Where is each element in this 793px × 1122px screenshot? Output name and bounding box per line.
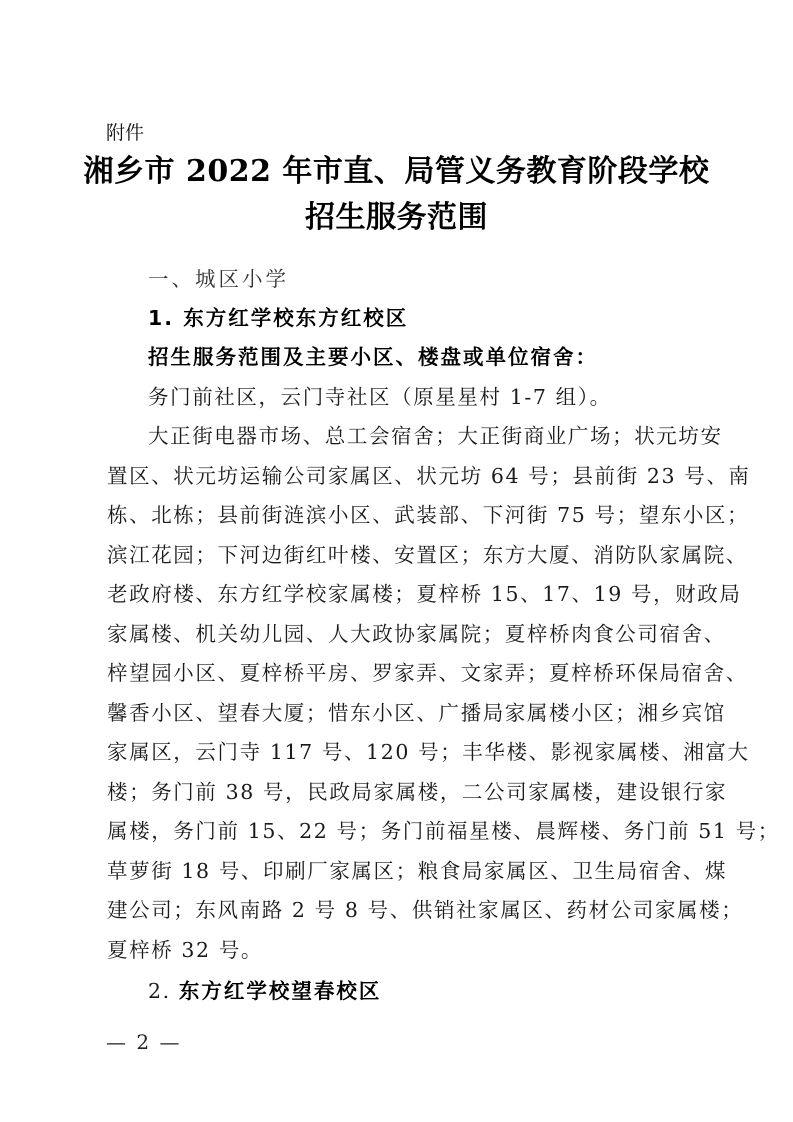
paragraph-2-line: 建公司；东风南路 2 号 8 号、供销社家属区、药材公司家属楼； — [107, 898, 744, 922]
paragraph-2-line: 梓望园小区、夏梓桥平房、罗家弄、文家弄；夏梓桥环保局宿舍、 — [107, 661, 748, 685]
paragraph-2-line: 草萝街 18 号、印刷厂家属区；粮食局家属区、卫生局宿舍、煤 — [107, 859, 728, 883]
paragraph-2-line: 楼；务门前 38 号，民政局家属楼，二公司家属楼，建设银行家 — [107, 780, 728, 804]
paragraph-2-line: 置区、状元坊运输公司家属区、状元坊 64 号；县前街 23 号、南 — [107, 464, 751, 488]
document-title-line-2: 招生服务范围 — [305, 200, 488, 235]
scope-label: 招生服务范围及主要小区、楼盘或单位宿舍： — [148, 345, 598, 369]
paragraph-2-line: 馨香小区、望春大厦；惜东小区、广播局家属楼小区；湘乡宾馆 — [107, 701, 726, 725]
paragraph-1: 务门前社区，云门寺社区（原星星村 1-7 组）。 — [148, 385, 612, 409]
school-2-name: 东方红学校望春校区 — [178, 979, 382, 1003]
attachment-label: 附件 — [106, 122, 145, 144]
paragraph-2-line: 家属区，云门寺 117 号、120 号；丰华楼、影视家属楼、湘富大 — [107, 740, 750, 764]
paragraph-2-line: 栋、北栋；县前街涟滨小区、武装部、下河街 75 号；望东小区； — [107, 503, 750, 527]
paragraph-2-line: 家属楼、机关幼儿园、人大政协家属院；夏梓桥肉食公司宿舍、 — [107, 622, 726, 646]
paragraph-2-line: 老政府楼、东方红学校家属楼；夏梓桥 15、17、19 号，财政局 — [107, 582, 742, 606]
page-number: — 2 — — [106, 1030, 182, 1054]
paragraph-2-line: 属楼，务门前 15、22 号；务门前福星楼、晨辉楼、务门前 51 号； — [107, 819, 780, 843]
document-title-line-1: 湘乡市 2022 年市直、局管义务教育阶段学校 — [83, 154, 710, 189]
school-2-heading — [148, 974, 728, 1004]
school-1-heading: 1. 东方红学校东方红校区 — [148, 306, 409, 330]
section-heading: 一、城区小学 — [148, 267, 289, 291]
school-2-number: 2. — [148, 979, 171, 1003]
paragraph-2-line: 大正街电器市场、总工会宿舍；大正街商业广场；状元坊安 — [148, 424, 723, 448]
paragraph-2-line: 夏梓桥 32 号。 — [107, 938, 264, 962]
paragraph-2-line: 滨江花园；下河边街红叶楼、安置区；东方大厦、消防队家属院、 — [107, 543, 748, 567]
